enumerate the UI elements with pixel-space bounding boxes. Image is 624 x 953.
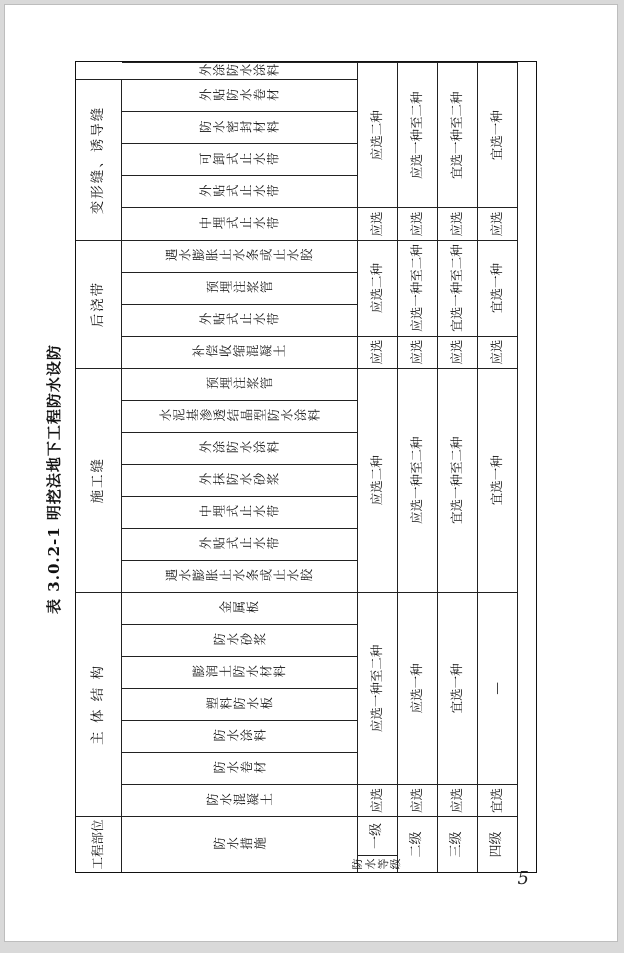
grade-cell: 宜选一种至二种 xyxy=(438,368,478,592)
grade-cell: — xyxy=(478,592,518,784)
measure-cell xyxy=(122,528,358,560)
measure-cell xyxy=(122,207,358,239)
grade-cell: 应选一种至二种 xyxy=(398,62,438,207)
grade-cell: 宜选一种 xyxy=(438,592,478,784)
measure-cell xyxy=(122,464,358,496)
measure-label: 可卸式止水带 xyxy=(199,151,280,167)
group-post-pour-strip: 后浇带 xyxy=(76,240,122,368)
measure-cell xyxy=(122,656,358,688)
grade-cell: 宜选一种 xyxy=(478,62,518,207)
grade-cell: 应选一种至二种 xyxy=(398,240,438,336)
measure-label: 外涂防水涂料 xyxy=(199,63,280,79)
table-caption: 表 3.0.2-1 明挖法地下工程防水设防 xyxy=(45,344,63,614)
measure-label: 外贴式止水带 xyxy=(199,183,280,199)
measure-cell xyxy=(122,784,358,816)
grade-cell: 应选一种 xyxy=(398,592,438,784)
grade-header-4: 四级 xyxy=(478,816,518,872)
group-construction-joint: 施工缝 xyxy=(76,368,122,592)
measure-label: 防水涂料 xyxy=(212,728,267,744)
grade-cell: 应选 xyxy=(398,784,438,816)
measure-cell xyxy=(122,336,358,368)
grade-cell: 应选一种至二种 xyxy=(398,368,438,592)
measure-cell xyxy=(122,560,358,592)
measure-label: 中埋式止水带 xyxy=(199,215,280,231)
grade-cell: 应选 xyxy=(438,207,478,239)
grade-cell: 应选 xyxy=(478,336,518,368)
grade-label-prefix: 防水等级 xyxy=(358,855,397,872)
measure-cell xyxy=(122,62,358,79)
grade-cell: 应选一种至二种 xyxy=(358,592,398,784)
header-measures xyxy=(122,816,358,872)
measure-cell xyxy=(122,368,358,400)
grade-cell: 应选 xyxy=(438,336,478,368)
measures-label: 防水措施 xyxy=(212,836,267,852)
measure-label: 遇水膨胀止水条或止水胶 xyxy=(165,568,314,584)
measure-cell xyxy=(122,624,358,656)
grade-header-2: 二级 xyxy=(398,816,438,872)
grade-cell: 应选二种 xyxy=(358,368,398,592)
measure-label: 防水卷材 xyxy=(212,760,267,776)
measure-label: 预埋注浆管 xyxy=(205,279,274,295)
grade-header-3: 三级 xyxy=(438,816,478,872)
measure-cell xyxy=(122,400,358,432)
grade-label: 一级 xyxy=(369,823,385,850)
measure-label: 外贴防水卷材 xyxy=(199,87,280,103)
grade-cell: 宜选 xyxy=(478,784,518,816)
measure-cell xyxy=(122,79,358,111)
measure-label: 金属板 xyxy=(219,600,260,616)
measure-label: 膨润土防水材料 xyxy=(192,664,287,680)
waterproofing-table xyxy=(75,61,537,873)
measure-label: 防水密封材料 xyxy=(199,119,280,135)
measure-label: 中埋式止水带 xyxy=(199,504,280,520)
measure-cell xyxy=(122,304,358,336)
group-main-structure: 主 体 结 构 xyxy=(76,592,122,816)
grade-cell: 应选 xyxy=(358,336,398,368)
measure-label: 遇水膨胀止水条或止水胶 xyxy=(165,247,314,263)
grade-cell: 宜选一种 xyxy=(478,240,518,336)
measure-label: 补偿收缩混凝土 xyxy=(192,343,287,359)
grade-cell: 应选 xyxy=(478,207,518,239)
measure-label: 预埋注浆管 xyxy=(205,375,274,391)
measure-label: 防水砂浆 xyxy=(212,632,267,648)
measure-cell xyxy=(122,432,358,464)
grade-cell: 宜选一种至二种 xyxy=(438,62,478,207)
measure-label: 外贴式止水带 xyxy=(199,536,280,552)
page-number: 5 xyxy=(517,868,529,889)
document-page xyxy=(4,4,618,942)
measure-label: 外贴式止水带 xyxy=(199,311,280,327)
grade-cell: 宜选一种至二种 xyxy=(438,240,478,336)
measure-cell xyxy=(122,240,358,272)
measure-cell xyxy=(122,111,358,143)
rotated-content xyxy=(5,5,624,953)
grade-cell: 宜选一种 xyxy=(478,368,518,592)
measure-cell xyxy=(122,143,358,175)
grade-cell: 应选 xyxy=(358,207,398,239)
measure-cell xyxy=(122,496,358,528)
measure-label: 防水混凝土 xyxy=(205,792,274,808)
measure-cell xyxy=(122,592,358,624)
header-engineering-part: 工程部位 xyxy=(76,816,122,872)
grade-cell: 应选二种 xyxy=(358,62,398,207)
measure-label: 塑料防水板 xyxy=(205,696,274,712)
measure-label: 外抹防水砂浆 xyxy=(199,472,280,488)
measure-label: 水泥基渗透结晶型防水涂料 xyxy=(158,407,321,423)
measure-cell xyxy=(122,720,358,752)
grade-header-1 xyxy=(351,816,403,872)
group-deformation-joint: 变形缝、诱导缝 xyxy=(76,79,122,239)
grade-cell: 应选二种 xyxy=(358,240,398,336)
measure-cell xyxy=(122,175,358,207)
grade-cell: 应选 xyxy=(438,784,478,816)
measure-cell xyxy=(122,752,358,784)
measure-label: 外涂防水涂料 xyxy=(199,440,280,456)
grade-cell: 应选 xyxy=(358,784,398,816)
measure-cell xyxy=(122,272,358,304)
grade-cell: 应选 xyxy=(398,336,438,368)
measure-cell xyxy=(122,688,358,720)
grade-cell: 应选 xyxy=(398,207,438,239)
